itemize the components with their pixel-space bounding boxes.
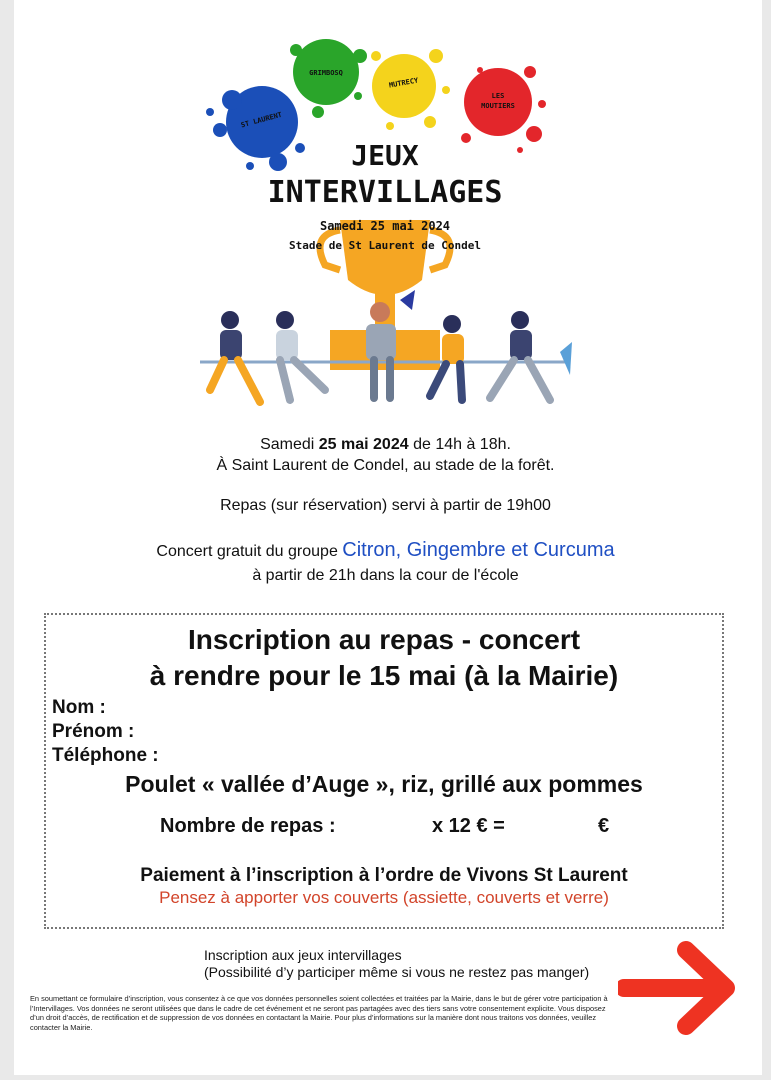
poster-title-intervillages: INTERVILLAGES	[267, 175, 503, 210]
poster-date: Samedi 25 mai 2024	[319, 219, 451, 233]
payment-line: Paiement à l’inscription à l’ordre de Vivons St Laurent	[140, 865, 628, 886]
form-title-line2: à rendre pour le 15 mai (à la Mairie)	[149, 660, 619, 691]
blue-splash	[206, 86, 305, 171]
village-mutrecy: MUTRECY	[388, 76, 419, 90]
flag-icon	[560, 342, 572, 375]
event-location-line: À Saint Laurent de Condel, au stade de la forêt.	[216, 457, 555, 474]
arrow-right-icon	[618, 940, 740, 1036]
field-nom[interactable]: Nom :	[52, 697, 106, 718]
games-registration-line1: Inscription aux jeux intervillages	[204, 947, 402, 963]
registration-form	[44, 613, 724, 929]
poster-title-jeux: JEUX	[351, 139, 419, 172]
player-4	[490, 311, 550, 400]
meal-line: Repas (sur réservation) servi à partir de 19h00	[220, 497, 551, 514]
games-registration-line2: (Possibilité d’y participer même si vous ne restez pas manger)	[204, 964, 590, 980]
green-splash	[290, 39, 367, 118]
meal-price: x 12 € =	[432, 815, 505, 837]
concert-line: Concert gratuit du groupe Citron, Gingembre et Curcuma	[156, 539, 615, 561]
cutlery-reminder: Pensez à apporter vos couverts (assiette, couverts et verre)	[159, 888, 609, 907]
poster-illustration	[190, 30, 580, 415]
field-telephone[interactable]: Téléphone :	[52, 745, 159, 766]
form-title-line1: Inscription au repas - concert	[187, 624, 581, 655]
field-prenom[interactable]: Prénom :	[52, 721, 135, 742]
player-2	[276, 311, 325, 400]
village-moutiers: MOUTIERS	[481, 102, 515, 110]
concert-time-line: à partir de 21h dans la cour de l'école	[252, 567, 519, 584]
poster-venue: Stade de St Laurent de Condel	[288, 239, 482, 252]
concert-group-name: Citron, Gingembre et Curcuma	[342, 539, 615, 561]
poster-svg	[190, 30, 580, 415]
village-grimbosq: GRIMBOSQ	[309, 69, 343, 77]
meal-count-label: Nombre de repas :	[160, 815, 336, 837]
privacy-notice: En soumettant ce formulaire d’inscription, vous consentez à ce que vos données personnelles soient collectées et traitées par la Mairie, dans le but de gérer votre participation à l’Intervillages. Vos données ne seront utilisées que dans le cadre de cet événement et ne seront pas partagées avec des tiers sans votre consentement explicite. Vous disposez d’un droit d’accès, de rectification et de suppression de vos données en contactant la Mairie. Pour plus d’informations sur la manière dont nous traitons vos données, veuillez contacter la Mairie.	[30, 994, 608, 1032]
meal-total-euro[interactable]: €	[598, 815, 610, 837]
yellow-splash	[371, 49, 450, 130]
village-les: LES	[491, 92, 505, 100]
event-date-line: Samedi 25 mai 2024 de 14h à 18h.	[260, 436, 511, 453]
village-st-laurent: ST LAURENT	[240, 110, 283, 130]
menu-dish: Poulet « vallée d’Auge », riz, grillé aux pommes	[125, 771, 643, 797]
player-1	[210, 311, 260, 402]
